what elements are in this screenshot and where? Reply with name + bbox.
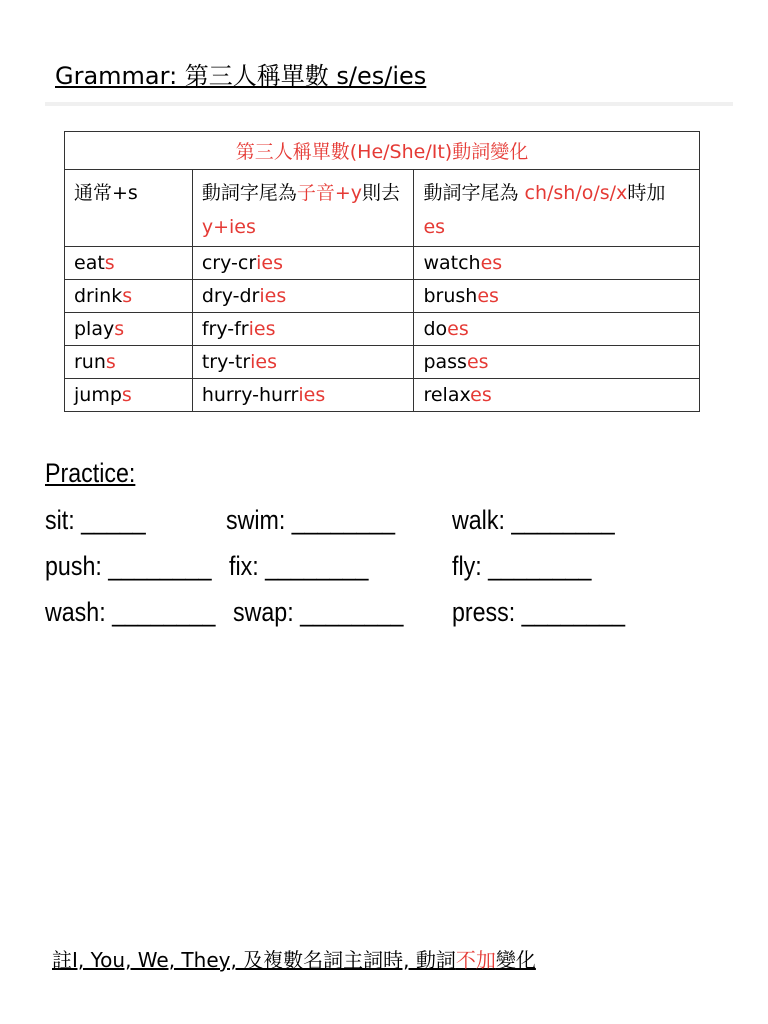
table-cell: try-tries bbox=[192, 346, 414, 379]
table-cell: watches bbox=[414, 247, 700, 280]
verb-rules-table bbox=[64, 131, 700, 412]
practice-item-fly: fly: ________ bbox=[452, 551, 592, 581]
rule-consonant-y: 動詞字尾為子音+y則去 y+ies bbox=[192, 170, 414, 247]
practice-item-sit: sit: _____ bbox=[45, 505, 146, 535]
table-cell: dry-dries bbox=[192, 280, 414, 313]
table-header: 第三人稱單數(He/She/It)動詞變化 bbox=[65, 132, 700, 170]
table-cell: passes bbox=[414, 346, 700, 379]
table-cell: drinks bbox=[65, 280, 193, 313]
rule-add-s: 通常+s bbox=[65, 170, 193, 247]
table-cell: cry-cries bbox=[192, 247, 414, 280]
table-row bbox=[65, 280, 700, 313]
footnote-highlight: 不加 bbox=[455, 948, 496, 972]
table-cell: brushes bbox=[414, 280, 700, 313]
table-cell: fry-fries bbox=[192, 313, 414, 346]
table-row bbox=[65, 313, 700, 346]
practice-item-walk: walk: ________ bbox=[452, 505, 615, 535]
practice-item-swim: swim: ________ bbox=[226, 505, 396, 535]
table-cell: does bbox=[414, 313, 700, 346]
table-cell: eats bbox=[65, 247, 193, 280]
table-cell: runs bbox=[65, 346, 193, 379]
footnote: 註I, You, We, They, 及複數名詞主詞時, 動詞不加變化 bbox=[52, 948, 536, 972]
table-cell: relaxes bbox=[414, 379, 700, 412]
practice-item-swap: swap: ________ bbox=[233, 597, 404, 627]
table-header-row bbox=[65, 132, 700, 170]
table-cell: hurry-hurries bbox=[192, 379, 414, 412]
table-row bbox=[65, 379, 700, 412]
practice-item-wash: wash: ________ bbox=[45, 597, 216, 627]
rule-add-es: 動詞字尾為 ch/sh/o/s/x時加 es bbox=[414, 170, 700, 247]
divider bbox=[45, 102, 733, 106]
table-rule-row bbox=[65, 170, 700, 247]
practice-item-press: press: ________ bbox=[452, 597, 625, 627]
table-row bbox=[65, 346, 700, 379]
page-title: Grammar: 第三人稱單數 s/es/ies bbox=[55, 62, 427, 90]
practice-item-push: push: ________ bbox=[45, 551, 212, 581]
practice-item-fix: fix: ________ bbox=[229, 551, 369, 581]
table-cell: jumps bbox=[65, 379, 193, 412]
practice-title: Practice: bbox=[45, 458, 136, 488]
table-row bbox=[65, 247, 700, 280]
table-cell: plays bbox=[65, 313, 193, 346]
